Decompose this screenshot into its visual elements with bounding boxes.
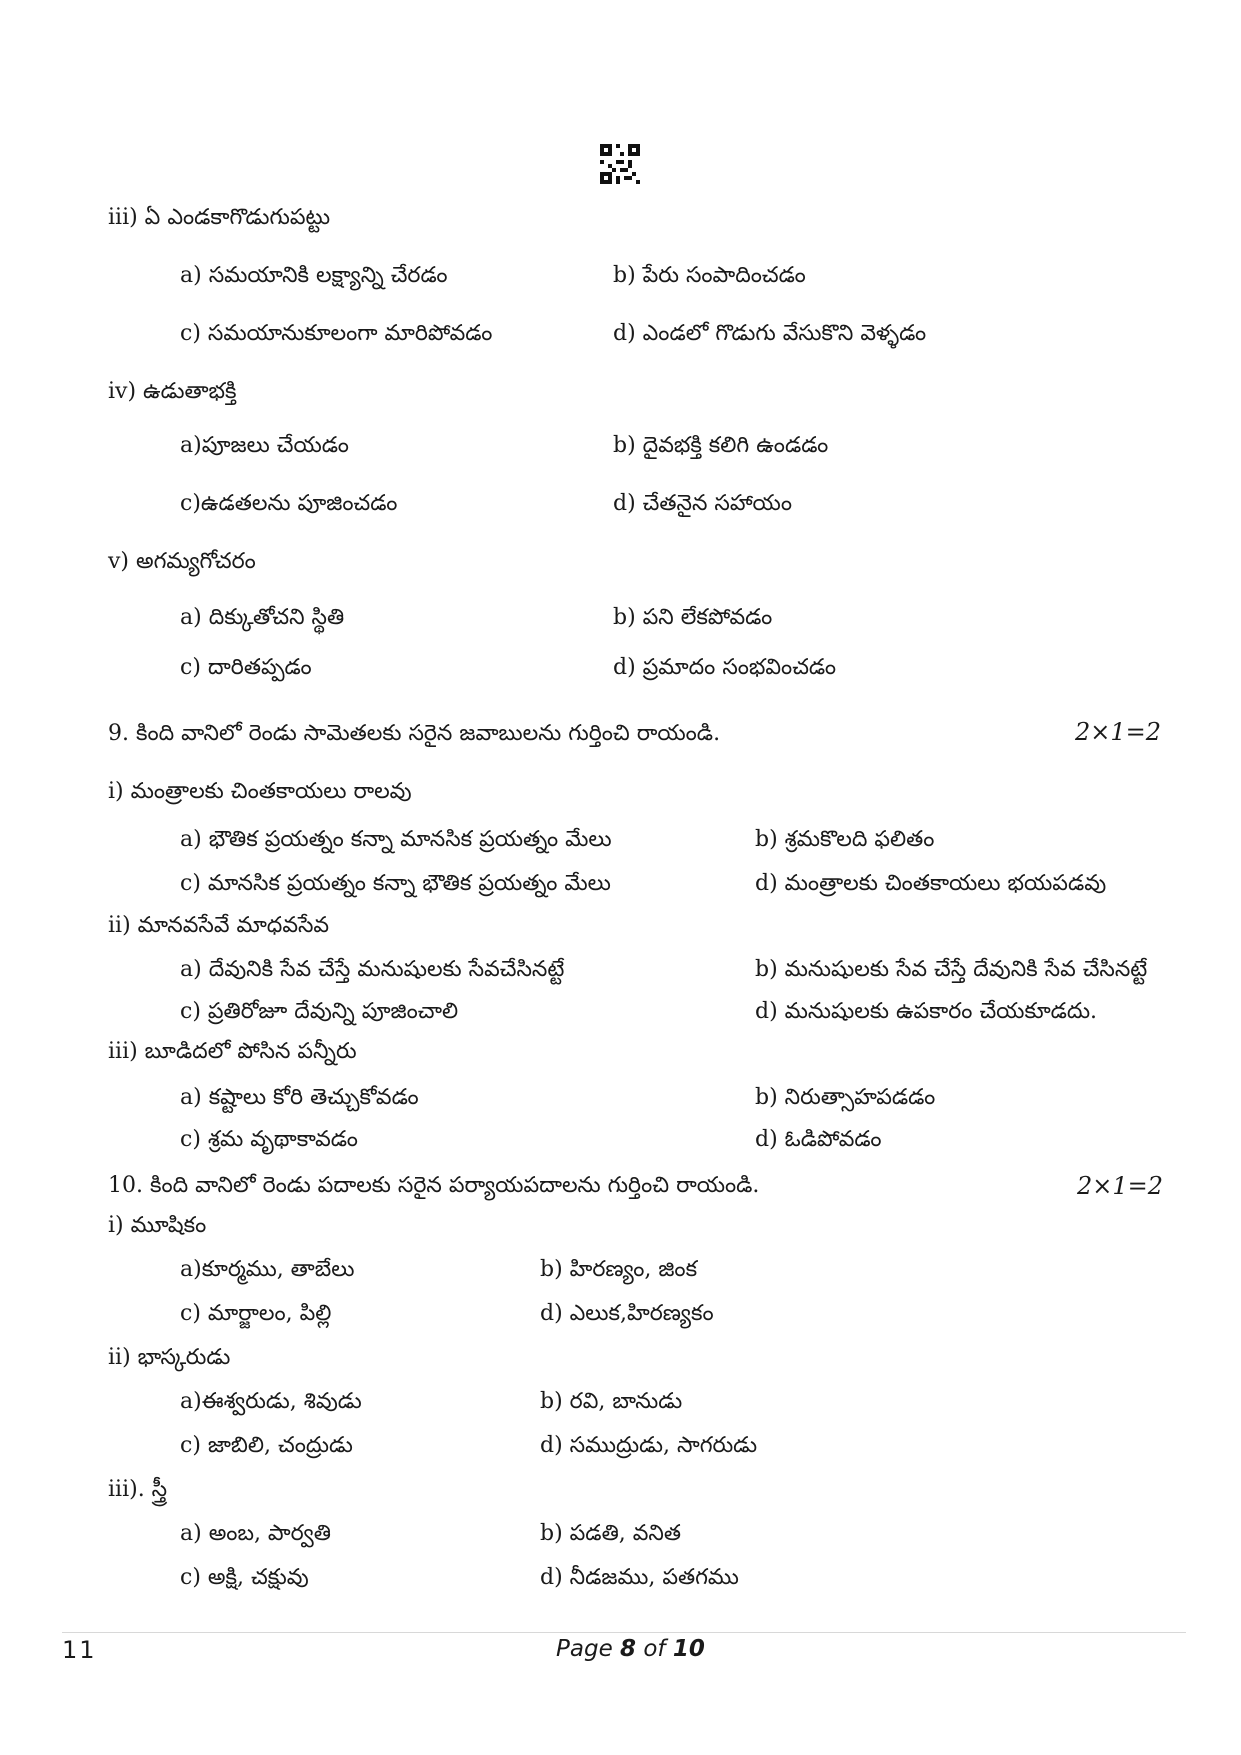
q9-i-option-b: b) శ్రమకొలది ఫలితం	[755, 827, 935, 852]
q8-v-option-a: a) దిక్కుతోచని స్థితి	[180, 605, 345, 630]
q10-iii-option-c: c) అక్షి, చక్షువు	[180, 1565, 309, 1590]
q9-i-option-c: c) మానసిక ప్రయత్నం కన్నా భౌతిక ప్రయత్నం మేలు	[180, 871, 611, 896]
q8-iv-option-a: a)పూజలు చేయడం	[180, 433, 349, 458]
q8-v-option-c: c) దారితప్పడం	[180, 655, 312, 680]
q9-ii-option-b: b) మనుషులకు సేవ చేస్తే దేవునికి సేవ చేసినట్టే	[755, 957, 1148, 982]
q10-marks: 2×1=2	[1077, 1172, 1164, 1200]
q10-i-option-b: b) హిరణ్యం, జింక	[540, 1257, 698, 1282]
q10-ii-stem: ii) భాస్కరుడు	[108, 1345, 231, 1370]
q9-iii-option-a: a) కష్టాలు కోరి తెచ్చుకోవడం	[180, 1085, 419, 1110]
page-current: 8	[620, 1636, 637, 1662]
q9-marks: 2×1=2	[1075, 718, 1162, 746]
q10-i-stem: i) మూషికం	[108, 1213, 207, 1238]
q9-ii-option-d: d) మనుషులకు ఉపకారం చేయకూడదు.	[755, 999, 1098, 1024]
q9-i-option-a: a) భౌతిక ప్రయత్నం కన్నా మానసిక ప్రయత్నం మేలు	[180, 827, 612, 852]
q8-iii-stem: iii) ఏ ఎండకాగొడుగుపట్టు	[108, 205, 331, 230]
q9-heading: 9. కింది వానిలో రెండు సామెతలకు సరైన జవాబులను గుర్తించి రాయండి.	[108, 721, 721, 746]
subject-code: 11	[62, 1636, 97, 1664]
q10-i-option-d: d) ఎలుక,హిరణ్యకం	[540, 1301, 714, 1326]
q10-iii-option-a: a) అంబ, పార్వతి	[180, 1521, 331, 1546]
q9-ii-option-c: c) ప్రతిరోజూ దేవున్ని పూజించాలి	[180, 999, 459, 1024]
q10-ii-option-b: b) రవి, బానుడు	[540, 1389, 683, 1414]
q10-i-option-c: c) మార్జాలం, పిల్లి	[180, 1301, 332, 1326]
footer-divider	[62, 1632, 1186, 1633]
page-mid: of	[636, 1636, 673, 1662]
q8-iii-option-b: b) పేరు సంపాదించడం	[613, 263, 806, 288]
q8-v-option-b: b) పని లేకపోవడం	[613, 605, 773, 630]
q10-heading: 10. కింది వానిలో రెండు పదాలకు సరైన పర్యాయపదాలను గుర్తించి రాయండి.	[108, 1173, 760, 1198]
page-number	[556, 1636, 705, 1662]
q10-ii-option-d: d) సముద్రుడు, సాగరుడు	[540, 1433, 758, 1458]
q9-iii-option-b: b) నిరుత్సాహపడడం	[755, 1085, 936, 1110]
q9-iii-stem: iii) బూడిదలో పోసిన పన్నీరు	[108, 1039, 357, 1064]
q10-ii-option-a: a)ఈశ్వరుడు, శివుడు	[180, 1389, 362, 1414]
q9-ii-stem: ii) మానవసేవే మాధవసేవ	[108, 913, 330, 938]
q10-i-option-a: a)కూర్మము, తాబేలు	[180, 1257, 355, 1282]
q9-iii-option-d: d) ఓడిపోవడం	[755, 1127, 882, 1152]
q8-iii-option-d: d) ఎండలో గొడుగు వేసుకొని వెళ్ళడం	[613, 321, 927, 346]
q8-v-option-d: d) ప్రమాదం సంభవించడం	[613, 655, 837, 680]
q10-iii-stem: iii). స్త్రీ	[108, 1477, 168, 1502]
page-prefix: Page	[556, 1636, 621, 1662]
q9-ii-option-a: a) దేవునికి సేవ చేస్తే మనుషులకు సేవచేసినట్టే	[180, 957, 565, 982]
q8-iii-option-a: a) సమయానికి లక్ష్యాన్ని చేరడం	[180, 263, 448, 288]
q9-i-stem: i) మంత్రాలకు చింతకాయలు రాలవు	[108, 779, 412, 804]
page-total: 10	[672, 1636, 705, 1662]
q8-iii-option-c: c) సమయానుకూలంగా మారిపోవడం	[180, 321, 493, 346]
q9-i-option-d: d) మంత్రాలకు చింతకాయలు భయపడవు	[755, 871, 1107, 896]
q9-iii-option-c: c) శ్రమ వృథాకావడం	[180, 1127, 358, 1152]
q10-ii-option-c: c) జాబిలి, చంద్రుడు	[180, 1433, 353, 1458]
q8-iv-option-c: c)ఉడతలను పూజించడం	[180, 491, 398, 516]
q10-iii-option-b: b) పడతి, వనిత	[540, 1521, 681, 1546]
q8-v-stem: v) అగమ్యగోచరం	[108, 549, 256, 574]
q10-iii-option-d: d) నీడజము, పతగము	[540, 1565, 739, 1590]
q8-iv-option-d: d) చేతనైన సహాయం	[613, 491, 792, 516]
q8-iv-option-b: b) దైవభక్తి కలిగి ఉండడం	[613, 433, 829, 458]
qr-code-icon	[600, 143, 640, 185]
q8-iv-stem: iv) ఉడుతాభక్తి	[108, 379, 237, 404]
